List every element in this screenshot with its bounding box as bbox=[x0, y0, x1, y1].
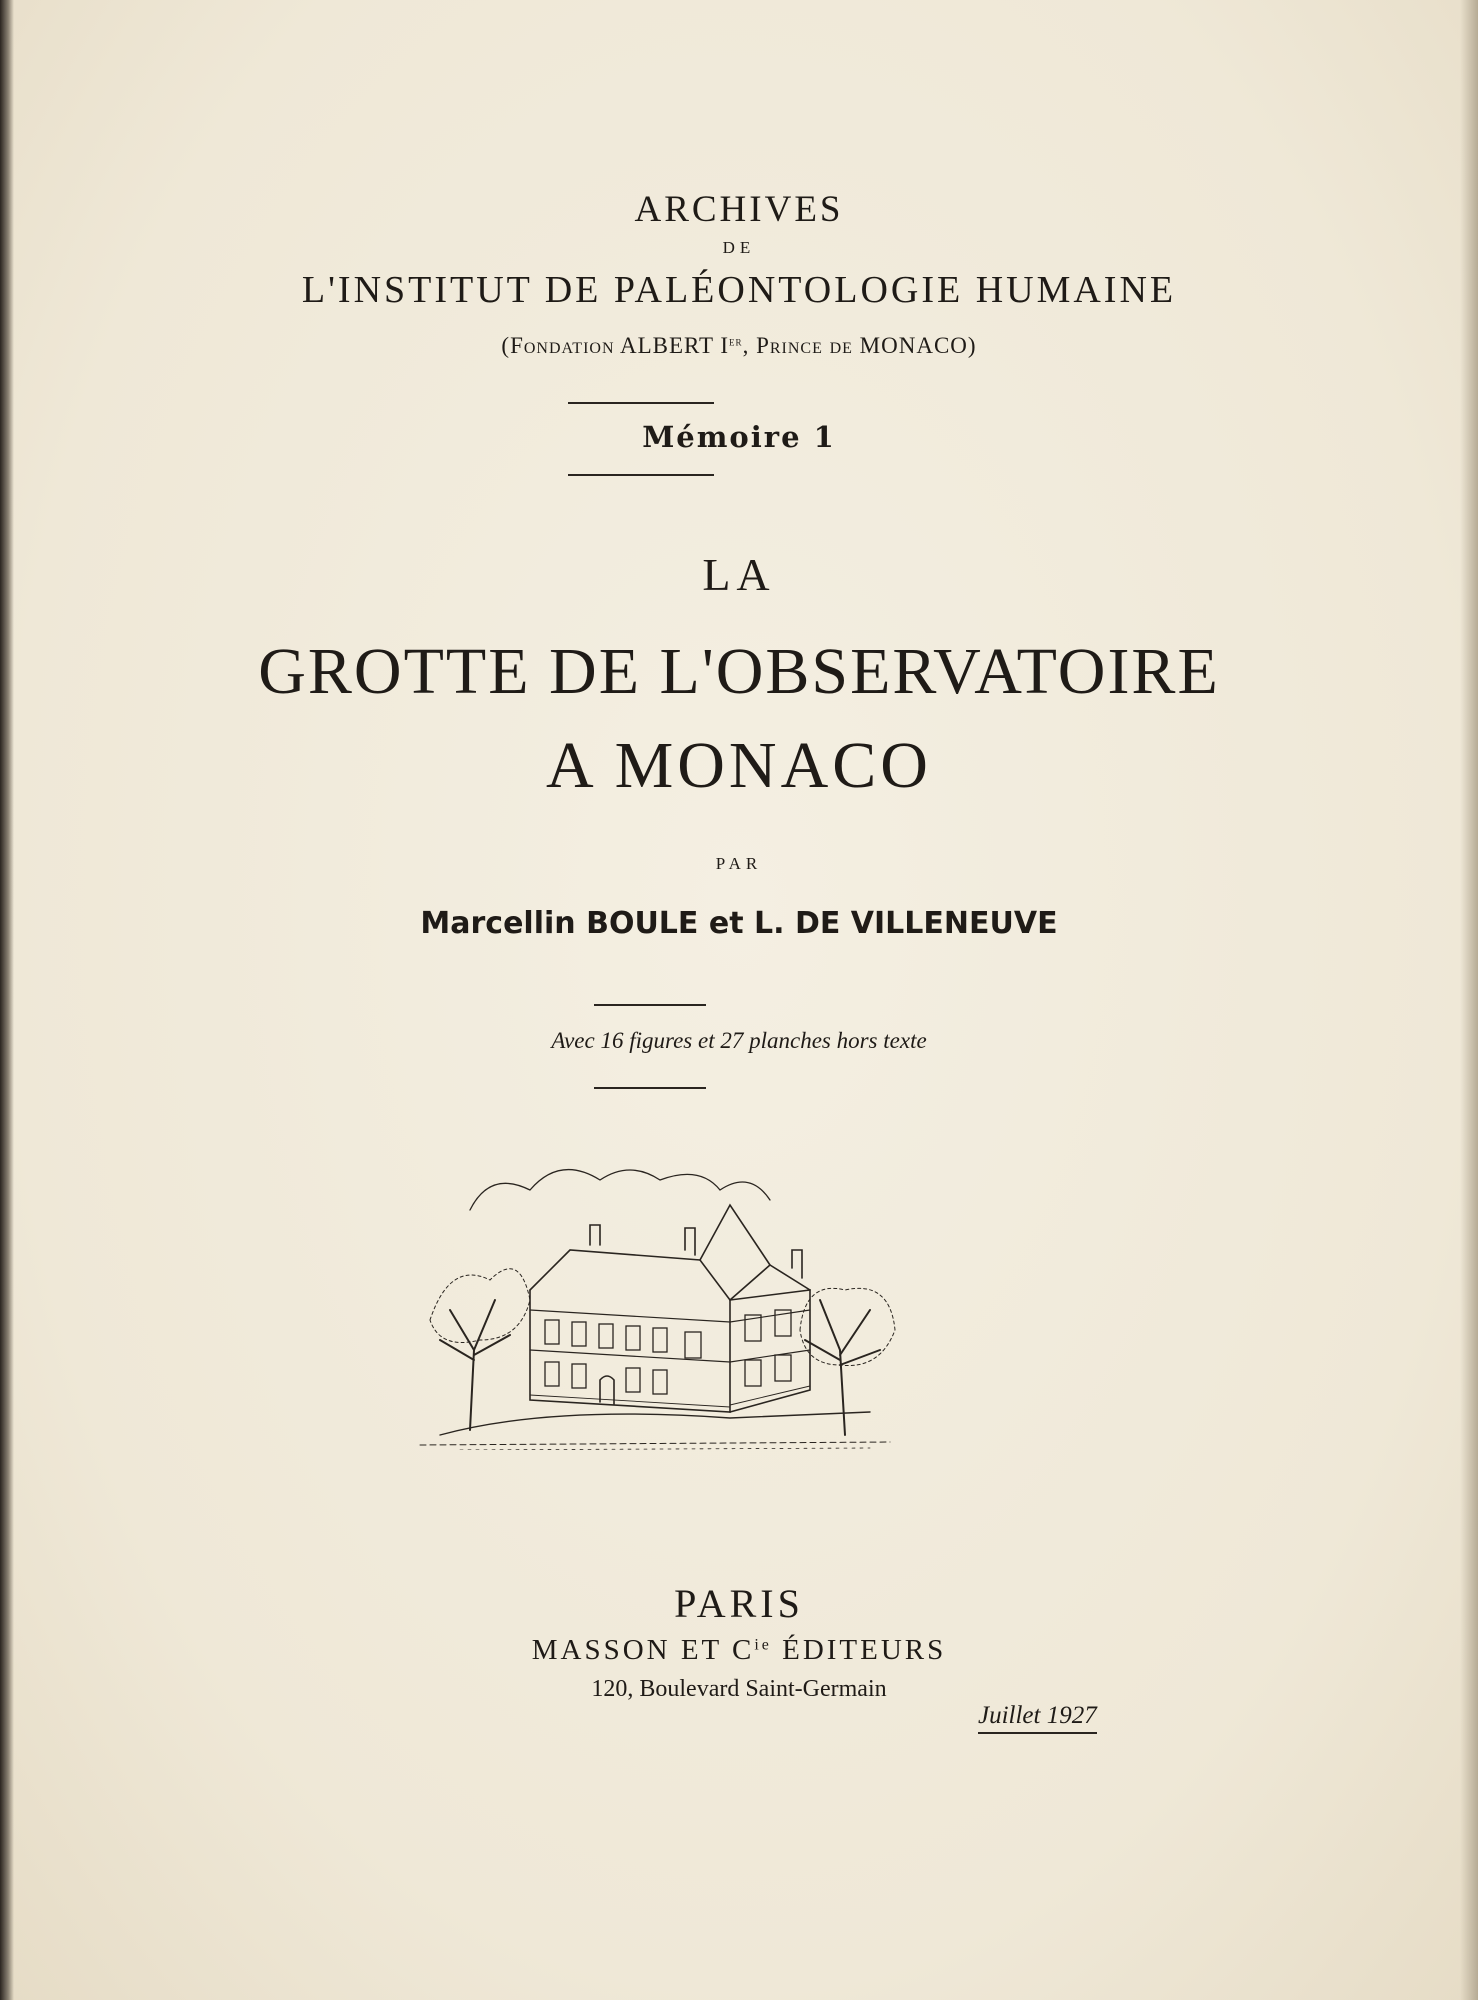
series-title: ARCHIVES bbox=[634, 189, 844, 230]
publisher-name-sup: ie bbox=[754, 1636, 772, 1654]
illustrations-note: Avec 16 figures et 27 planches hors texte bbox=[551, 1028, 927, 1053]
publisher-name bbox=[0, 1634, 1478, 1667]
divider-rule bbox=[568, 402, 714, 404]
institute-building-engraving-icon bbox=[400, 1150, 910, 1450]
foundation-note-post: , Prince de MONACO) bbox=[742, 333, 977, 358]
publication-date: Juillet 1927 bbox=[978, 1702, 1097, 1734]
title-line-2: A MONACO bbox=[546, 729, 932, 802]
foundation-note-sup: er bbox=[729, 334, 743, 349]
series-connector: DE bbox=[722, 238, 756, 257]
divider-rule bbox=[568, 474, 714, 476]
publisher-name-post: ÉDITEURS bbox=[771, 1634, 947, 1666]
institute-name: L'INSTITUT DE PALÉONTOLOGIE HUMAINE bbox=[301, 269, 1177, 311]
divider-rule bbox=[594, 1004, 706, 1006]
publisher-name-pre: MASSON ET C bbox=[531, 1634, 755, 1666]
by-label: PAR bbox=[715, 854, 763, 873]
memoire-number: Mémoire 1 bbox=[642, 420, 836, 454]
publisher-address: 120, Boulevard Saint-Germain bbox=[591, 1676, 887, 1702]
foundation-note bbox=[0, 333, 1478, 359]
divider-rule bbox=[594, 1087, 706, 1089]
title-article: LA bbox=[702, 549, 776, 600]
imprint-city: PARIS bbox=[674, 1581, 804, 1626]
authors: Marcellin BOULE et L. DE VILLENEUVE bbox=[420, 906, 1058, 941]
title-line-1: GROTTE DE L'OBSERVATOIRE bbox=[258, 635, 1220, 708]
foundation-note-pre: (Fondation ALBERT I bbox=[501, 333, 730, 358]
